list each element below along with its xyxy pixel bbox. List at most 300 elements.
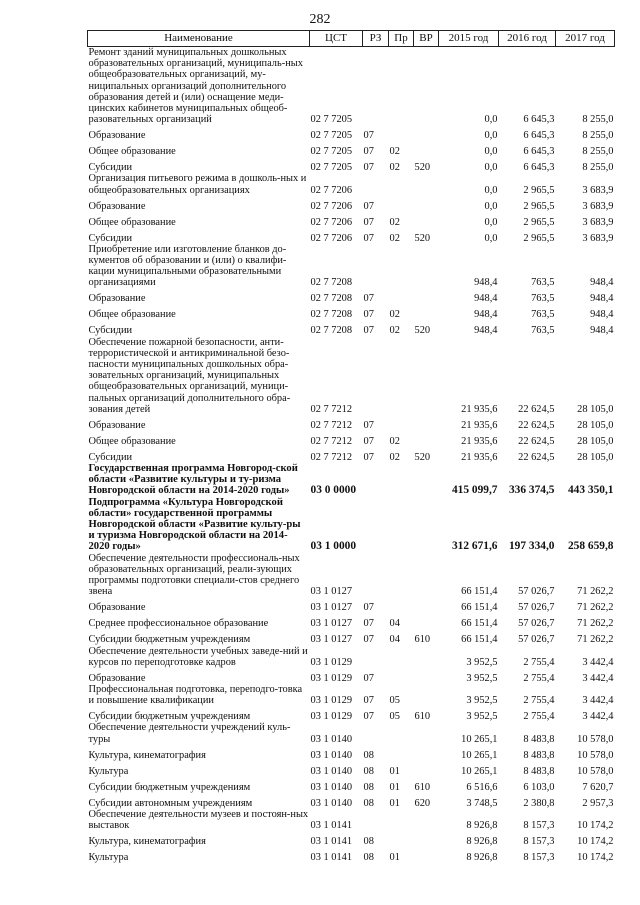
row-value-2015: 6 516,6 <box>466 781 498 793</box>
row-name: Подпрограмма «Культура Новгородской области» государственной программы Новгородской области «Развитие культу-ры и туризма Новгородской области на 2014-2020 годы» <box>88 496 301 553</box>
table-row <box>88 157 615 173</box>
row-name: Субсидии бюджетным учреждениям <box>88 711 251 723</box>
row-name: Государственная программа Новгород-ской области «Развитие культуры и ту-ризма Новгородской области на 2014-2020 годы» <box>88 463 298 497</box>
row-name: Субсидии бюджетным учреждениям <box>88 634 251 646</box>
row-rz: 07 <box>363 672 374 684</box>
row-value-2016: 763,5 <box>531 309 555 321</box>
row-name: Общее образование <box>88 435 176 447</box>
row-value-2016: 2 965,5 <box>523 232 555 244</box>
row-cst: 02 7 7206 <box>310 200 353 212</box>
row-name: Образование <box>88 672 146 684</box>
row-value-2015: 948,4 <box>474 277 498 289</box>
row-pr: 02 <box>389 146 400 158</box>
row-pr: 02 <box>389 309 400 321</box>
row-pr <box>389 809 414 831</box>
row-pr <box>389 553 414 598</box>
row-name: Обеспечение пожарной безопасности, анти-террористической и антикриминальной безо-пасности муниципальных дошкольных обра-зовательных организаций, муниципальных общеобразовательных организаций, муници-пальных организаций дополнительного обра-зования детей <box>88 336 291 415</box>
row-rz <box>363 47 389 126</box>
row-vr <box>414 809 439 831</box>
row-name: Общее образование <box>88 309 176 321</box>
row-value-2015: 3 952,5 <box>466 695 498 707</box>
row-value-2017: 3 683,9 <box>582 184 614 196</box>
row-cst: 03 1 0127 <box>310 586 353 598</box>
table-row <box>88 305 615 321</box>
row-rz: 07 <box>363 309 374 321</box>
table-header-row <box>88 31 615 47</box>
row-value-2016: 336 374,5 <box>508 484 555 497</box>
table-body <box>88 47 615 864</box>
row-value-2015: 415 099,7 <box>451 484 498 497</box>
row-rz: 07 <box>363 130 374 142</box>
row-cst: 02 7 7205 <box>310 114 353 126</box>
row-pr: 01 <box>389 797 400 809</box>
row-value-2017: 7 620,7 <box>582 781 614 793</box>
row-value-2015: 3 952,5 <box>466 672 498 684</box>
row-value-2017: 3 442,4 <box>582 656 614 668</box>
row-value-2016: 8 483,8 <box>523 733 555 745</box>
row-value-2015: 21 935,6 <box>461 419 498 431</box>
row-value-2015: 0,0 <box>484 146 498 158</box>
row-value-2017: 28 105,0 <box>577 403 614 415</box>
row-name: Субсидии <box>88 325 133 337</box>
row-cst: 02 7 7208 <box>310 309 353 321</box>
row-pr <box>389 722 414 744</box>
table-row <box>88 745 615 761</box>
row-value-2017: 10 174,2 <box>577 835 614 847</box>
table-row <box>88 463 615 497</box>
table-row <box>88 761 615 777</box>
row-pr <box>389 463 414 497</box>
row-cst: 02 7 7212 <box>310 435 353 447</box>
row-value-2016: 6 645,3 <box>523 114 555 126</box>
row-value-2015: 10 265,1 <box>461 733 498 745</box>
header-2016: 2016 год <box>499 31 556 47</box>
row-pr <box>389 415 414 431</box>
table-row <box>88 847 615 863</box>
table-row <box>88 228 615 244</box>
table-row <box>88 684 615 706</box>
row-value-2015: 0,0 <box>484 200 498 212</box>
row-value-2015: 3 952,5 <box>466 711 498 723</box>
row-cst: 02 7 7205 <box>310 130 353 142</box>
row-pr: 04 <box>389 634 400 646</box>
row-value-2016: 2 755,4 <box>523 656 555 668</box>
row-value-2016: 2 755,4 <box>523 711 555 723</box>
row-rz <box>363 463 389 497</box>
row-vr <box>414 47 439 126</box>
header-name: Наименование <box>88 31 310 47</box>
row-name: Субсидии <box>88 451 133 463</box>
row-cst: 02 7 7208 <box>310 325 353 337</box>
table-row <box>88 614 615 630</box>
row-value-2017: 8 255,0 <box>582 114 614 126</box>
row-rz: 08 <box>363 765 374 777</box>
row-name: Культура, кинематография <box>88 835 206 847</box>
row-pr: 01 <box>389 765 400 777</box>
row-cst: 03 1 0141 <box>310 819 353 831</box>
row-value-2016: 6 103,0 <box>523 781 555 793</box>
row-value-2015: 66 151,4 <box>461 602 498 614</box>
row-cst: 03 1 0140 <box>310 733 353 745</box>
row-value-2015: 0,0 <box>484 232 498 244</box>
table-row <box>88 497 615 553</box>
table-row <box>88 630 615 646</box>
row-value-2015: 8 926,8 <box>466 835 498 847</box>
row-pr: 02 <box>389 325 400 337</box>
row-value-2015: 66 151,4 <box>461 586 498 598</box>
row-rz: 08 <box>363 851 374 863</box>
table-row <box>88 793 615 809</box>
row-vr: 610 <box>414 781 431 793</box>
row-vr <box>414 668 439 684</box>
row-rz: 08 <box>363 797 374 809</box>
row-pr <box>389 125 414 141</box>
row-vr <box>414 173 439 195</box>
row-value-2016: 2 965,5 <box>523 200 555 212</box>
table-row <box>88 173 615 195</box>
row-vr <box>414 847 439 863</box>
row-value-2017: 71 262,2 <box>577 618 614 630</box>
row-vr: 610 <box>414 634 431 646</box>
row-cst: 03 1 0140 <box>310 749 353 761</box>
row-pr <box>389 173 414 195</box>
row-rz: 08 <box>363 749 374 761</box>
row-cst: 03 1 0127 <box>310 618 353 630</box>
row-pr <box>389 289 414 305</box>
row-cst: 02 7 7206 <box>310 216 353 228</box>
row-rz <box>363 809 389 831</box>
row-vr <box>414 125 439 141</box>
table-row <box>88 831 615 847</box>
row-value-2015: 0,0 <box>484 130 498 142</box>
row-value-2015: 0,0 <box>484 114 498 126</box>
header-vr: ВР <box>414 31 439 47</box>
row-value-2017: 3 683,9 <box>582 216 614 228</box>
row-rz: 07 <box>363 146 374 158</box>
row-value-2016: 8 157,3 <box>523 819 555 831</box>
row-rz: 07 <box>363 602 374 614</box>
table-row <box>88 447 615 463</box>
table-row <box>88 212 615 228</box>
header-pr: Пр <box>389 31 414 47</box>
row-value-2015: 66 151,4 <box>461 618 498 630</box>
row-value-2016: 8 483,8 <box>523 765 555 777</box>
row-pr <box>389 497 414 553</box>
row-value-2016: 6 645,3 <box>523 162 555 174</box>
row-cst: 02 7 7208 <box>310 293 353 305</box>
row-cst: 02 7 7206 <box>310 184 353 196</box>
row-name: Субсидии <box>88 232 133 244</box>
row-cst: 02 7 7212 <box>310 419 353 431</box>
row-cst: 03 1 0141 <box>310 835 353 847</box>
row-value-2017: 10 174,2 <box>577 819 614 831</box>
row-value-2015: 3 748,5 <box>466 797 498 809</box>
row-name: Общее образование <box>88 146 176 158</box>
row-pr: 01 <box>389 851 400 863</box>
row-cst: 03 1 0127 <box>310 634 353 646</box>
row-value-2015: 21 935,6 <box>461 451 498 463</box>
row-vr <box>414 831 439 847</box>
row-value-2017: 3 683,9 <box>582 200 614 212</box>
row-value-2017: 443 350,1 <box>567 484 614 497</box>
row-cst: 02 7 7205 <box>310 146 353 158</box>
row-rz: 07 <box>363 293 374 305</box>
row-value-2017: 2 957,3 <box>582 797 614 809</box>
row-rz <box>363 722 389 744</box>
row-value-2017: 10 578,0 <box>577 765 614 777</box>
row-pr <box>389 244 414 289</box>
row-value-2017: 258 659,8 <box>567 540 614 553</box>
row-vr <box>414 196 439 212</box>
table-row <box>88 598 615 614</box>
row-value-2017: 3 683,9 <box>582 232 614 244</box>
row-pr <box>389 196 414 212</box>
row-value-2015: 0,0 <box>484 216 498 228</box>
table-row <box>88 809 615 831</box>
row-vr <box>414 337 439 415</box>
row-rz: 07 <box>363 325 374 337</box>
row-rz: 08 <box>363 781 374 793</box>
table-row <box>88 196 615 212</box>
row-name: Субсидии автономным учреждениям <box>88 797 253 809</box>
row-vr <box>414 463 439 497</box>
row-cst: 02 7 7212 <box>310 451 353 463</box>
row-value-2016: 763,5 <box>531 325 555 337</box>
table-row <box>88 668 615 684</box>
row-value-2016: 6 645,3 <box>523 146 555 158</box>
row-cst: 03 1 0140 <box>310 797 353 809</box>
row-vr <box>414 289 439 305</box>
row-value-2015: 3 952,5 <box>466 656 498 668</box>
row-name: Образование <box>88 200 146 212</box>
row-value-2016: 22 624,5 <box>518 419 555 431</box>
table-row <box>88 553 615 598</box>
table-row <box>88 321 615 337</box>
row-value-2017: 948,4 <box>590 309 614 321</box>
row-pr: 05 <box>389 711 400 723</box>
row-cst: 03 1 0129 <box>310 656 353 668</box>
row-name: Профессиональная подготовка, переподго-товка и повышение квалификации <box>88 683 303 707</box>
row-vr: 520 <box>414 232 431 244</box>
row-vr: 620 <box>414 797 431 809</box>
row-vr <box>414 646 439 668</box>
row-rz: 07 <box>363 618 374 630</box>
row-cst: 02 7 7205 <box>310 162 353 174</box>
row-pr: 05 <box>389 695 400 707</box>
table-row <box>88 47 615 126</box>
row-vr <box>414 212 439 228</box>
row-value-2016: 8 157,3 <box>523 851 555 863</box>
row-name: Среднее профессиональное образование <box>88 618 269 630</box>
row-value-2017: 8 255,0 <box>582 130 614 142</box>
row-pr: 02 <box>389 162 400 174</box>
row-value-2015: 948,4 <box>474 309 498 321</box>
row-value-2016: 57 026,7 <box>518 618 555 630</box>
row-value-2017: 71 262,2 <box>577 602 614 614</box>
row-value-2017: 10 578,0 <box>577 749 614 761</box>
row-cst: 03 1 0000 <box>310 540 357 553</box>
table-row <box>88 646 615 668</box>
row-rz: 07 <box>363 216 374 228</box>
row-pr: 02 <box>389 232 400 244</box>
row-pr <box>389 337 414 415</box>
row-value-2017: 3 442,4 <box>582 695 614 707</box>
row-value-2016: 57 026,7 <box>518 602 555 614</box>
row-cst: 03 1 0129 <box>310 711 353 723</box>
row-value-2015: 0,0 <box>484 184 498 196</box>
table-row <box>88 722 615 744</box>
row-pr: 04 <box>389 618 400 630</box>
row-value-2017: 3 442,4 <box>582 711 614 723</box>
table-row <box>88 415 615 431</box>
row-value-2016: 2 755,4 <box>523 695 555 707</box>
row-rz: 07 <box>363 634 374 646</box>
row-value-2015: 8 926,8 <box>466 819 498 831</box>
table-row <box>88 244 615 289</box>
row-vr <box>414 553 439 598</box>
header-rz: РЗ <box>363 31 389 47</box>
row-pr <box>389 646 414 668</box>
row-value-2017: 8 255,0 <box>582 162 614 174</box>
row-value-2017: 71 262,2 <box>577 586 614 598</box>
row-value-2016: 2 755,4 <box>523 672 555 684</box>
row-value-2016: 22 624,5 <box>518 403 555 415</box>
row-rz <box>363 244 389 289</box>
table-row <box>88 706 615 722</box>
row-value-2015: 0,0 <box>484 162 498 174</box>
row-cst: 02 7 7206 <box>310 232 353 244</box>
row-pr: 02 <box>389 216 400 228</box>
row-value-2017: 3 442,4 <box>582 672 614 684</box>
row-pr: 02 <box>389 435 400 447</box>
table-row <box>88 289 615 305</box>
header-2017: 2017 год <box>556 31 615 47</box>
row-name: Общее образование <box>88 216 176 228</box>
row-pr <box>389 745 414 761</box>
row-value-2016: 8 483,8 <box>523 749 555 761</box>
row-name: Обеспечение деятельности музеев и постоян-ных выставок <box>88 808 309 831</box>
row-value-2015: 10 265,1 <box>461 765 498 777</box>
table-row <box>88 337 615 415</box>
row-vr <box>414 141 439 157</box>
row-value-2015: 948,4 <box>474 293 498 305</box>
row-value-2017: 10 578,0 <box>577 733 614 745</box>
row-pr <box>389 47 414 126</box>
row-rz: 07 <box>363 162 374 174</box>
row-name: Обеспечение деятельности учреждений куль-туры <box>88 722 291 745</box>
row-value-2017: 28 105,0 <box>577 451 614 463</box>
row-vr <box>414 305 439 321</box>
row-rz <box>363 173 389 195</box>
row-value-2016: 2 380,8 <box>523 797 555 809</box>
row-rz: 07 <box>363 200 374 212</box>
row-name: Образование <box>88 293 146 305</box>
row-value-2015: 21 935,6 <box>461 403 498 415</box>
row-pr <box>389 598 414 614</box>
row-name: Ремонт зданий муниципальных дошкольных образовательных организаций, муниципаль-ных общеобразовательных организаций, му-ниципальных организаций дополнительного образования детей и (или) оснащение меди-цинских кабинетов муниципальных общеоб-разовательных организаций <box>88 47 303 126</box>
row-cst: 02 7 7208 <box>310 277 353 289</box>
row-cst: 03 1 0140 <box>310 765 353 777</box>
row-vr: 520 <box>414 325 431 337</box>
row-name: Субсидии <box>88 162 133 174</box>
row-cst: 03 1 0141 <box>310 851 353 863</box>
row-value-2016: 6 645,3 <box>523 130 555 142</box>
row-value-2016: 2 965,5 <box>523 216 555 228</box>
row-name: Культура, кинематография <box>88 749 206 761</box>
row-rz <box>363 337 389 415</box>
row-value-2017: 948,4 <box>590 293 614 305</box>
row-vr: 520 <box>414 451 431 463</box>
table-row <box>88 431 615 447</box>
table-row <box>88 141 615 157</box>
row-value-2016: 57 026,7 <box>518 634 555 646</box>
row-value-2016: 8 157,3 <box>523 835 555 847</box>
row-name: Образование <box>88 419 146 431</box>
row-rz <box>363 553 389 598</box>
row-value-2017: 8 255,0 <box>582 146 614 158</box>
row-cst: 03 1 0129 <box>310 695 353 707</box>
row-value-2017: 948,4 <box>590 277 614 289</box>
row-value-2015: 21 935,6 <box>461 435 498 447</box>
row-value-2016: 22 624,5 <box>518 435 555 447</box>
row-name: Субсидии бюджетным учреждениям <box>88 781 251 793</box>
row-vr <box>414 415 439 431</box>
table-row <box>88 777 615 793</box>
row-rz: 07 <box>363 451 374 463</box>
row-cst: 03 0 0000 <box>310 484 357 497</box>
row-pr <box>389 831 414 847</box>
row-cst: 03 1 0127 <box>310 602 353 614</box>
row-name: Приобретение или изготовление бланков до-кументов об образовании и (или) о квалифи-кации муниципальными образовательными организациями <box>88 243 287 289</box>
row-value-2017: 28 105,0 <box>577 419 614 431</box>
header-cst: ЦСТ <box>310 31 363 47</box>
row-value-2017: 71 262,2 <box>577 634 614 646</box>
row-value-2016: 763,5 <box>531 277 555 289</box>
row-cst: 03 1 0129 <box>310 672 353 684</box>
row-vr <box>414 244 439 289</box>
row-name: Образование <box>88 130 146 142</box>
row-rz <box>363 497 389 553</box>
row-value-2016: 763,5 <box>531 293 555 305</box>
table-row <box>88 125 615 141</box>
row-rz: 07 <box>363 711 374 723</box>
row-pr <box>389 668 414 684</box>
row-value-2015: 10 265,1 <box>461 749 498 761</box>
row-value-2015: 312 671,6 <box>451 540 498 553</box>
page-number: 282 <box>309 12 331 27</box>
row-value-2015: 948,4 <box>474 325 498 337</box>
row-value-2017: 10 174,2 <box>577 851 614 863</box>
row-vr: 610 <box>414 711 431 723</box>
row-value-2016: 197 334,0 <box>508 540 555 553</box>
row-name: Обеспечение деятельности профессиональ-ных образовательных организаций, реали-зующих программы подготовки специали-стов среднего звена <box>88 552 300 598</box>
budget-table <box>87 30 615 863</box>
row-value-2015: 8 926,8 <box>466 851 498 863</box>
row-pr: 01 <box>389 781 400 793</box>
row-cst: 03 1 0140 <box>310 781 353 793</box>
row-value-2017: 28 105,0 <box>577 435 614 447</box>
row-value-2017: 948,4 <box>590 325 614 337</box>
row-rz: 07 <box>363 435 374 447</box>
row-name: Культура <box>88 765 129 777</box>
row-rz: 07 <box>363 695 374 707</box>
row-name: Образование <box>88 602 146 614</box>
row-vr <box>414 598 439 614</box>
header-2015: 2015 год <box>439 31 499 47</box>
row-rz: 07 <box>363 232 374 244</box>
row-vr <box>414 722 439 744</box>
row-vr <box>414 684 439 706</box>
